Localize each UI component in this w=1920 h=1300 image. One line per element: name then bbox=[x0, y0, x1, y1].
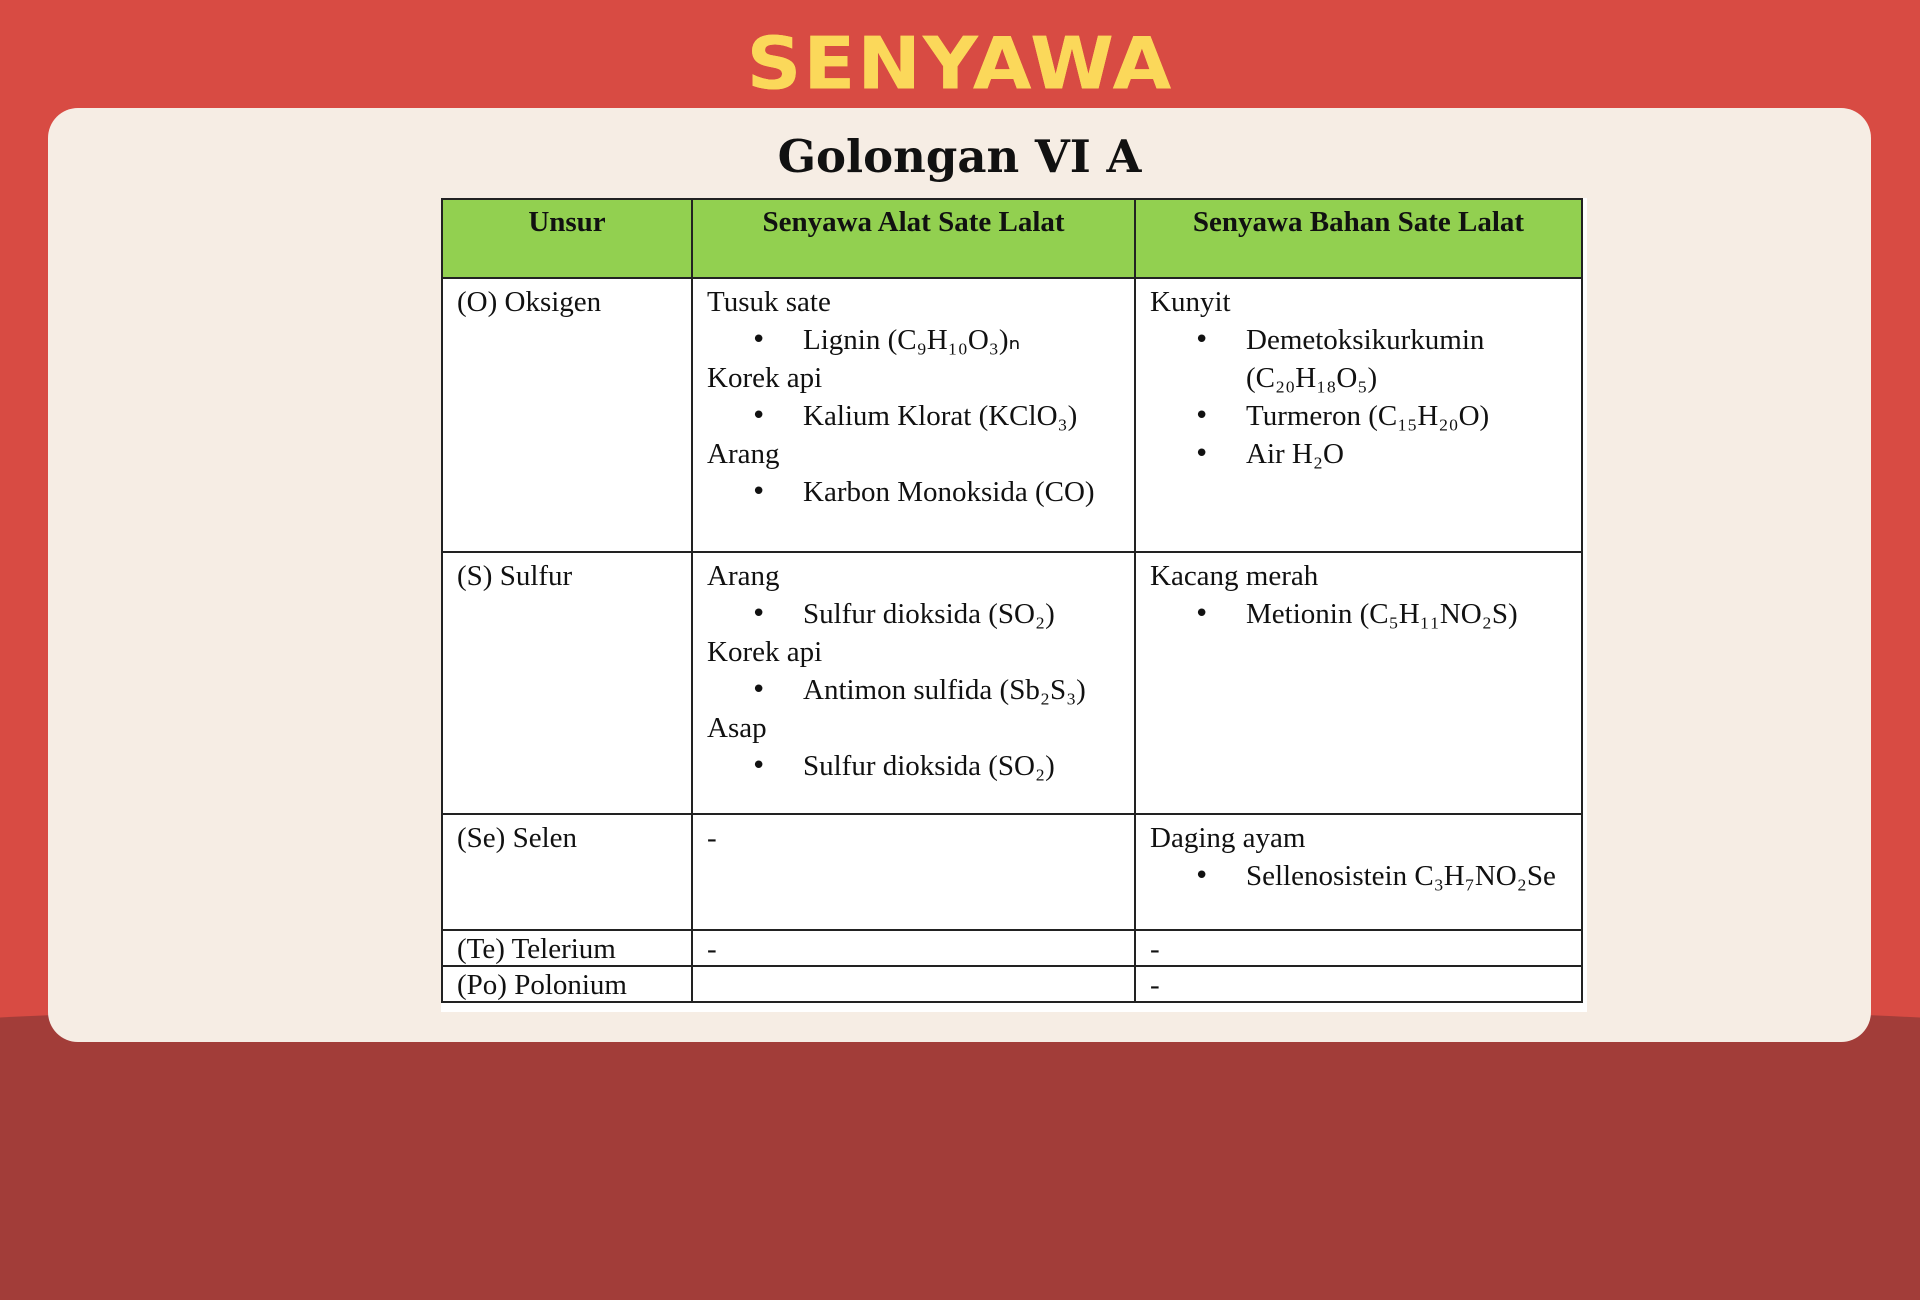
bullet-list bbox=[707, 321, 1122, 359]
cell-alat bbox=[692, 966, 1135, 1002]
group-label: Daging ayam bbox=[1150, 822, 1306, 854]
table-header-row bbox=[442, 199, 1582, 278]
cell-alat: - bbox=[692, 930, 1135, 966]
cell-bahan bbox=[1135, 278, 1582, 552]
cell-bahan: - bbox=[1135, 966, 1582, 1002]
list-item: • Turmeron (C₁₅H₂₀O) bbox=[1246, 397, 1569, 435]
bullet-list bbox=[707, 595, 1122, 633]
group-label: Kunyit bbox=[1150, 286, 1231, 318]
bullet-list bbox=[1150, 321, 1569, 473]
cell-bahan bbox=[1135, 552, 1582, 814]
list-item: • Lignin (C₉H₁₀O₃)ₙ bbox=[803, 321, 1122, 359]
list-item: • Antimon sulfida (Sb₂S₃) bbox=[803, 671, 1122, 709]
group-label: Korek api bbox=[707, 636, 823, 668]
compound-table-wrapper bbox=[441, 198, 1587, 1012]
group-label: Arang bbox=[707, 438, 780, 470]
group-label: Korek api bbox=[707, 362, 823, 394]
cell-alat: - bbox=[692, 814, 1135, 930]
bullet-list bbox=[1150, 595, 1569, 633]
list-item: • Sellenosistein C₃H₇NO₂Se bbox=[1246, 857, 1569, 895]
list-item: • Demetoksikurkumin (C₂₀H₁₈O₅) bbox=[1246, 321, 1569, 397]
list-item: • Sulfur dioksida (SO₂) bbox=[803, 595, 1122, 633]
group-label: Tusuk sate bbox=[707, 286, 831, 318]
group-label: Asap bbox=[707, 712, 767, 744]
table-row bbox=[442, 966, 1582, 1002]
cell-bahan: - bbox=[1135, 930, 1582, 966]
bullet-list bbox=[707, 397, 1122, 435]
list-item: • Karbon Monoksida (CO) bbox=[803, 473, 1122, 511]
bullet-list bbox=[707, 473, 1122, 511]
group-label: Kacang merah bbox=[1150, 560, 1319, 592]
header-alat: Senyawa Alat Sate Lalat bbox=[692, 199, 1135, 278]
bullet-list bbox=[707, 671, 1122, 709]
bullet-list bbox=[1150, 857, 1569, 895]
cell-alat bbox=[692, 278, 1135, 552]
compound-table bbox=[441, 198, 1583, 1003]
slide-subtitle: Golongan VI A bbox=[777, 130, 1142, 183]
list-item: • Kalium Klorat (KClO₃) bbox=[803, 397, 1122, 435]
cell-alat bbox=[692, 552, 1135, 814]
list-item: • Air H₂O bbox=[1246, 435, 1569, 473]
table-row bbox=[442, 814, 1582, 930]
background-band bbox=[0, 1000, 1920, 1300]
cell-unsur: (O) Oksigen bbox=[442, 278, 692, 552]
table-row bbox=[442, 930, 1582, 966]
cell-unsur: (S) Sulfur bbox=[442, 552, 692, 814]
table-row bbox=[442, 552, 1582, 814]
table-row bbox=[442, 278, 1582, 552]
header-unsur: Unsur bbox=[442, 199, 692, 278]
content-card bbox=[48, 108, 1871, 1042]
cell-unsur: (Te) Telerium bbox=[442, 930, 692, 966]
list-item: • Sulfur dioksida (SO₂) bbox=[803, 747, 1122, 785]
bullet-list bbox=[707, 747, 1122, 785]
slide-title: SENYAWA bbox=[746, 21, 1174, 106]
cell-unsur: (Po) Polonium bbox=[442, 966, 692, 1002]
group-label: Arang bbox=[707, 560, 780, 592]
cell-bahan bbox=[1135, 814, 1582, 930]
list-item: • Metionin (C₅H₁₁NO₂S) bbox=[1246, 595, 1569, 633]
cell-unsur: (Se) Selen bbox=[442, 814, 692, 930]
header-bahan: Senyawa Bahan Sate Lalat bbox=[1135, 199, 1582, 278]
